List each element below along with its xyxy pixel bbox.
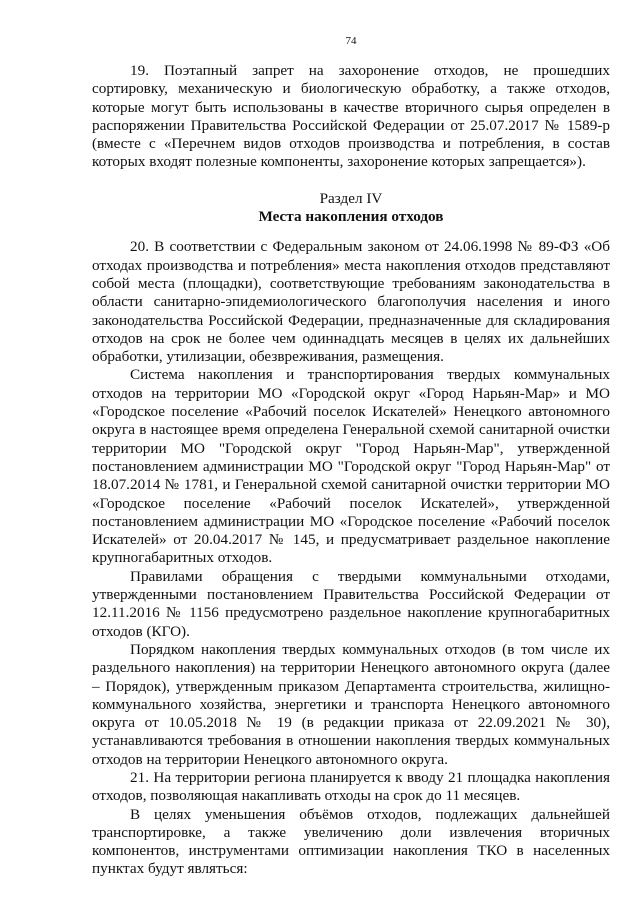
- page-number: 74: [345, 35, 357, 47]
- paragraph-optimization-tools: В целях уменьшения объёмов отходов, подлежащих дальнейшей транспортировке, а также увеличению доли извлечения вторичных компонентов, инструментами оптимизации накопления ТКО в населенных пунктах будут являться:: [92, 805, 610, 878]
- section-label: Раздел IV: [319, 189, 383, 207]
- paragraph-accumulation-order: Порядком накопления твердых коммунальных отходов (в том числе их раздельного накопления) на территории Ненецкого автономного округа (далее – Порядок), утвержденным приказом Департамента строительства, жилищно-коммунального хозяйства, энергетики и транспорта Ненецкого автономного округа от 10.05.2018 № 19 (в редакции приказа от 22.09.2021 № 30), устанавливаются требования в отношении накопления твердых коммунальных отходов на территории Ненецкого автономного округа.: [92, 640, 610, 768]
- paragraph-collection-system: Система накопления и транспортирования твердых коммунальных отходов на территории МО «Городской округ «Город Нарьян-Мар» и МО «Городское поселение «Рабочий поселок Искателей» Ненецкого автономного округа в настоящее время определена Генеральной схемой санитарной очистки территории МО "Городской округ "Город Нарьян-Мар", утвержденной постановлением администрации МО "Городской округ "Город Нарьян-Мар" от 18.07.2014 № 1781, и Генеральной схемой санитарной очистки территории МО «Городское поселение «Рабочий поселок Искателей», утвержденной постановлением администрации МО «Городское поселение «Рабочий поселок Искателей» от 20.04.2017 № 145, и предусматривает раздельное накопление крупногабаритных отходов.: [92, 366, 610, 567]
- paragraph-20: 20. В соответствии с Федеральным законом от 24.06.1998 № 89-ФЗ «Об отходах производства и потребления» места накопления отходов представляют собой места (площадки), соответствующие требованиям законодательства в области санитарно-эпидемиологического благополучия населения и иного законодательства Российской Федерации, предназначенные для складирования отходов на срок не более чем одиннадцать месяцев в целях их дальнейших обработки, утилизации, обезвреживания, размещения.: [92, 238, 610, 366]
- section-header: [92, 190, 610, 227]
- document-page: [92, 34, 610, 879]
- paragraph-21: 21. На территории региона планируется к вводу 21 площадка накопления отходов, позволяющая накапливать отходы на срок до 11 месяцев.: [92, 768, 610, 805]
- paragraph-handling-rules: Правилами обращения с твердыми коммунальными отходами, утвержденными постановлением Правительства Российской Федерации от 12.11.2016 № 1156 предусмотрено раздельное накопление крупногабаритных отходов (КГО).: [92, 567, 610, 640]
- section-title: Места накопления отходов: [258, 208, 444, 226]
- paragraph-19: 19. Поэтапный запрет на захоронение отходов, не прошедших сортировку, механическую и биологическую обработку, а также отходов, которые могут быть использованы в качестве вторичного сырья определен в распоряжении Правительства Российской Федерации от 25.07.2017 № 1589-р (вместе с «Перечнем видов отходов производства и потребления, в состав которых входят полезные компоненты, захоронение которых запрещается»).: [92, 62, 610, 171]
